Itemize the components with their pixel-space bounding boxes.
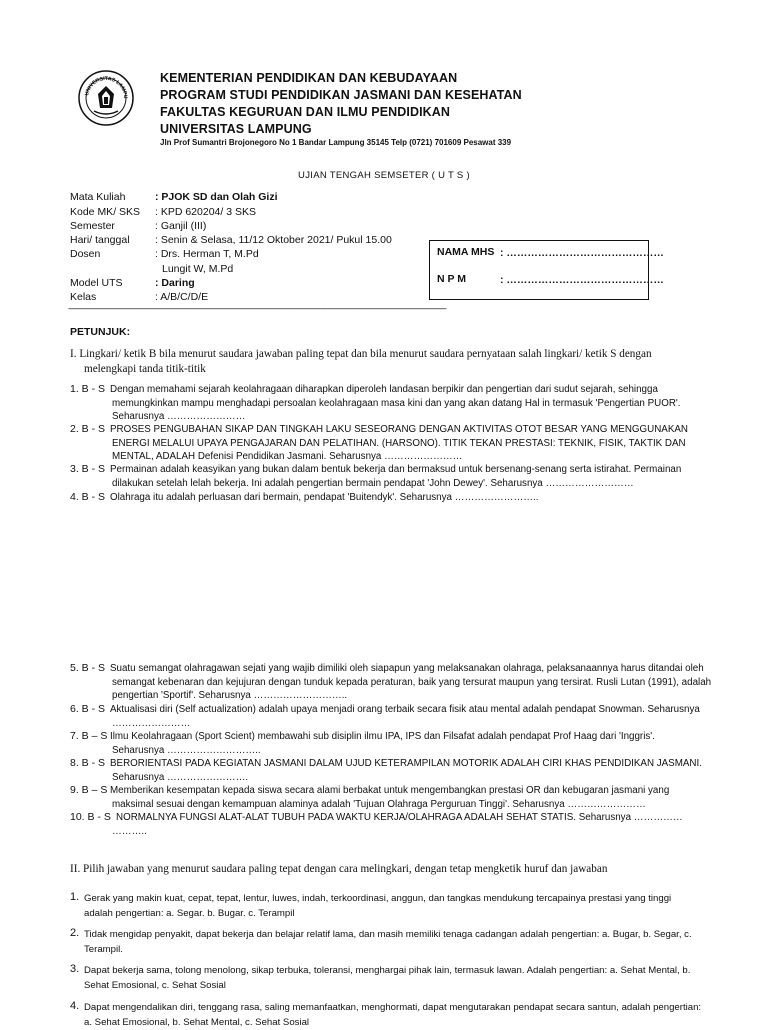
- info-value: : PJOK SD dan Olah Gizi: [155, 191, 278, 203]
- question-text: Suatu semangat olahragawan sejati yang wajib dimiliki oleh siapapun yang melaksanakan olahraga, pelaksanaannya harus ditandai oleh: [110, 663, 704, 674]
- info-value: : Senin & Selasa, 11/12 Oktober 2021/ Pukul 15.00: [155, 234, 392, 246]
- npm-label: N P M: [437, 273, 466, 285]
- question-number[interactable]: 7. B – S: [70, 730, 108, 742]
- nama-field[interactable]: : ………………………………………: [500, 247, 664, 259]
- question-text: memungkinkan mampu menghadapi persoalan keolahragaan masa kini dan yang akan datang Hal in termasuk 'Pengertian PUOR'.: [112, 397, 681, 409]
- section1-heading: I. Lingkari/ ketik B bila menurut saudara jawaban paling tepat dan bila menurut saudara pernyataan salah lingkari/ ketik S dengan: [70, 348, 652, 360]
- nama-label: NAMA MHS: [437, 246, 495, 258]
- question-text: dilakukan setelah lelah bekerja. Ini adalah pengertian bermain pendapat 'John Dewey'. Seharusnya ………………………: [112, 477, 634, 489]
- question-text: NORMALNYA FUNGSI ALAT-ALAT TUBUH PADA WAKTU KERJA/OLAHRAGA ADALAH SEHAT STATIS. Seharusnya ……………: [116, 812, 683, 823]
- info-label: Hari/ tanggal: [70, 234, 130, 246]
- question-text: Seharusnya ……………………: [112, 411, 246, 422]
- question-text: ………..: [112, 825, 147, 837]
- question-text: Dapat mengendalikan diri, tenggang rasa, saling memanfaatkan, menghormati, dapat mengutarakan pendapat secara santun, adalah pengertian:: [84, 1002, 702, 1013]
- exam-title: UJIAN TENGAH SEMSETER ( U T S ): [298, 170, 470, 181]
- student-identity-box: [429, 240, 664, 300]
- info-value: : Ganjil (III): [155, 220, 207, 232]
- info-value: : Daring: [155, 277, 195, 289]
- question-text: Permainan adalah keasyikan yang bukan dalam bentuk bekerja dan bermaksud untuk bersenang-senang serta istirahat. Permainan: [110, 464, 682, 475]
- npm-field[interactable]: : ………………………………………: [500, 274, 664, 286]
- info-label: Model UTS: [70, 277, 123, 289]
- section1-heading-cont: melengkapi tanda titik-titik: [84, 363, 206, 375]
- question-number: 3.: [70, 963, 80, 975]
- question-number[interactable]: 1. B - S: [70, 383, 106, 395]
- question-number[interactable]: 6. B - S: [70, 703, 106, 715]
- info-label: Kode MK/ SKS: [70, 206, 141, 218]
- header-program: PROGRAM STUDI PENDIDIKAN JASMANI DAN KESEHATAN: [160, 88, 522, 102]
- info-value: : A/B/C/D/E: [155, 291, 209, 303]
- question-text: pengertian 'Sportif'. Seharusnya ………………………..: [112, 690, 348, 701]
- question-text: ……………………: [112, 717, 191, 729]
- header-address: Jln Prof Sumantri Brojonegoro No 1 Bandar Lampung 35145 Telp (0721) 701609 Pesawat 339: [160, 138, 512, 147]
- question-text: adalah pengertian: a. Segar. b. Bugar. c. Terampil: [84, 908, 295, 919]
- question-number[interactable]: 3. B - S: [70, 463, 106, 475]
- question-text: Ilmu Keolahragaan (Sport Scient) membawahi sub disiplin ilmu IPA, IPS dan Filsafat adalah pendapat Prof Haag dari 'Inggris'.: [110, 731, 655, 742]
- question-number[interactable]: 10. B - S: [70, 811, 111, 823]
- question-text: Tidak mengidap penyakit, dapat bekerja dan belajar relatif lama, dan masih memiliki tenaga cadangan adalah pengertian: a. Bugar, b. Segar, c.: [84, 929, 692, 940]
- question-text: Memberikan kesempatan kepada siswa secara alami berbakat untuk mengembangkan prestasi OR dan kebugaran jasmani yang: [110, 785, 670, 796]
- question-text: Seharusnya …………………….: [112, 771, 249, 783]
- question-text: Gerak yang makin kuat, cepat, tepat, lentur, luwes, indah, terkoordinasi, anggun, dan tangkas mendukung tercapainya prestasi yang tinggi: [84, 893, 672, 904]
- header-ministry: KEMENTERIAN PENDIDIKAN DAN KEBUDAYAAN: [160, 71, 458, 85]
- section2-heading: II. Pilih jawaban yang menurut saudara paling tepat dengan cara melingkari, dengan tetap mengketik huruf dan jawaban: [70, 863, 608, 875]
- header-university: UNIVERSITAS LAMPUNG: [160, 122, 312, 136]
- question-number[interactable]: 8. B - S: [70, 757, 106, 769]
- header-faculty: FAKULTAS KEGURUAN DAN ILMU PENDIDIKAN: [160, 105, 451, 119]
- instructions-heading: PETUNJUK:: [70, 326, 131, 338]
- question-number: 4.: [70, 1000, 80, 1012]
- question-text: Aktualisasi diri (Self actualization) adalah upaya menjadi orang terbaik secara fisik atau mental adalah pendapat Snowman. Seharusnya: [110, 704, 700, 715]
- question-number: 2.: [70, 927, 80, 939]
- question-number[interactable]: 4. B - S: [70, 491, 106, 503]
- question-text: Dapat bekerja sama, tolong menolong, sikap terbuka, toleransi, menghargai pihak lain, termasuk lawan. Adalah pengertian: a. Sehat Mental, b.: [84, 965, 691, 976]
- question-text: BERORIENTASI PADA KEGIATAN JASMANI DALAM UJUD KETERAMPILAN MOTORIK ADALAH CIRI KHAS PENDIDIKAN JASMANI.: [110, 758, 702, 769]
- question-text: Seharusnya ………………………..: [112, 744, 261, 756]
- question-text: semangat kebenaran dan kejujuran dengan tunduk kepada peraturan, baik yang tersurat maupun yang tersirat. Rusli Lutan (1991), adalah: [112, 676, 712, 688]
- info-value: : KPD 620204/ 3 SKS: [155, 206, 256, 218]
- info-value: Lungit W, M.Pd: [162, 263, 234, 275]
- question-number[interactable]: 2. B - S: [70, 423, 106, 435]
- info-label: Semester: [70, 220, 115, 232]
- question-text: Olahraga itu adalah perluasan dari bermain, pendapat 'Buitendyk'. Seharusnya ……………………..: [110, 492, 539, 503]
- question-text: Dengan memahami sejarah keolahragaan diharapkan diperoleh landasan berpikir dan pengertian dari sudut sejarah, sehingga: [110, 384, 658, 395]
- question-text: a. Sehat Emosional, b. Sehat Mental, c. Sehat Sosial: [84, 1017, 310, 1028]
- question-text: Terampil.: [84, 944, 123, 955]
- question-text: maksimal sesuai dengan kemampuan alaminya adalah 'Tujuan Olahraga Perguruan Tinggi'. Seharusnya ……………………: [112, 798, 646, 810]
- question-text: MENTAL, ADALAH Defenisi Pendidikan Jasmani. Seharusnya ……………………: [112, 451, 463, 462]
- info-label: Dosen: [70, 248, 101, 260]
- svg-text:UNIVERSITAS LAMPUNG: UNIVERSITAS LAMPU: [84, 75, 129, 99]
- info-label: Kelas: [70, 291, 97, 303]
- separator-line: -----------------------------------------------------------------------------------------------------------------------------------------------------------------------------------------------------------------------------------: [68, 304, 446, 313]
- question-number[interactable]: 9. B – S: [70, 784, 108, 796]
- info-value: : Drs. Herman T, M.Pd: [155, 248, 259, 260]
- question-number[interactable]: 5. B - S: [70, 662, 106, 674]
- question-text: Sehat Emosional, c. Sehat Sosial: [84, 980, 226, 991]
- question-text: PROSES PENGUBAHAN SIKAP DAN TINGKAH LAKU SESEORANG DENGAN AKTIVITAS OTOT BESAR YANG MENGGUNAKAN: [110, 424, 688, 435]
- info-label: Mata Kuliah: [70, 191, 126, 203]
- university-logo: [78, 70, 134, 126]
- question-number: 1.: [70, 891, 80, 903]
- question-text: ENERGI MELALUI UPAYA PENGAJARAN DAN PELATIHAN. (HARSONO). TITIK TEKAN PRESTASI: TEKNIK, FISIK, TAKTIK DAN: [112, 437, 686, 449]
